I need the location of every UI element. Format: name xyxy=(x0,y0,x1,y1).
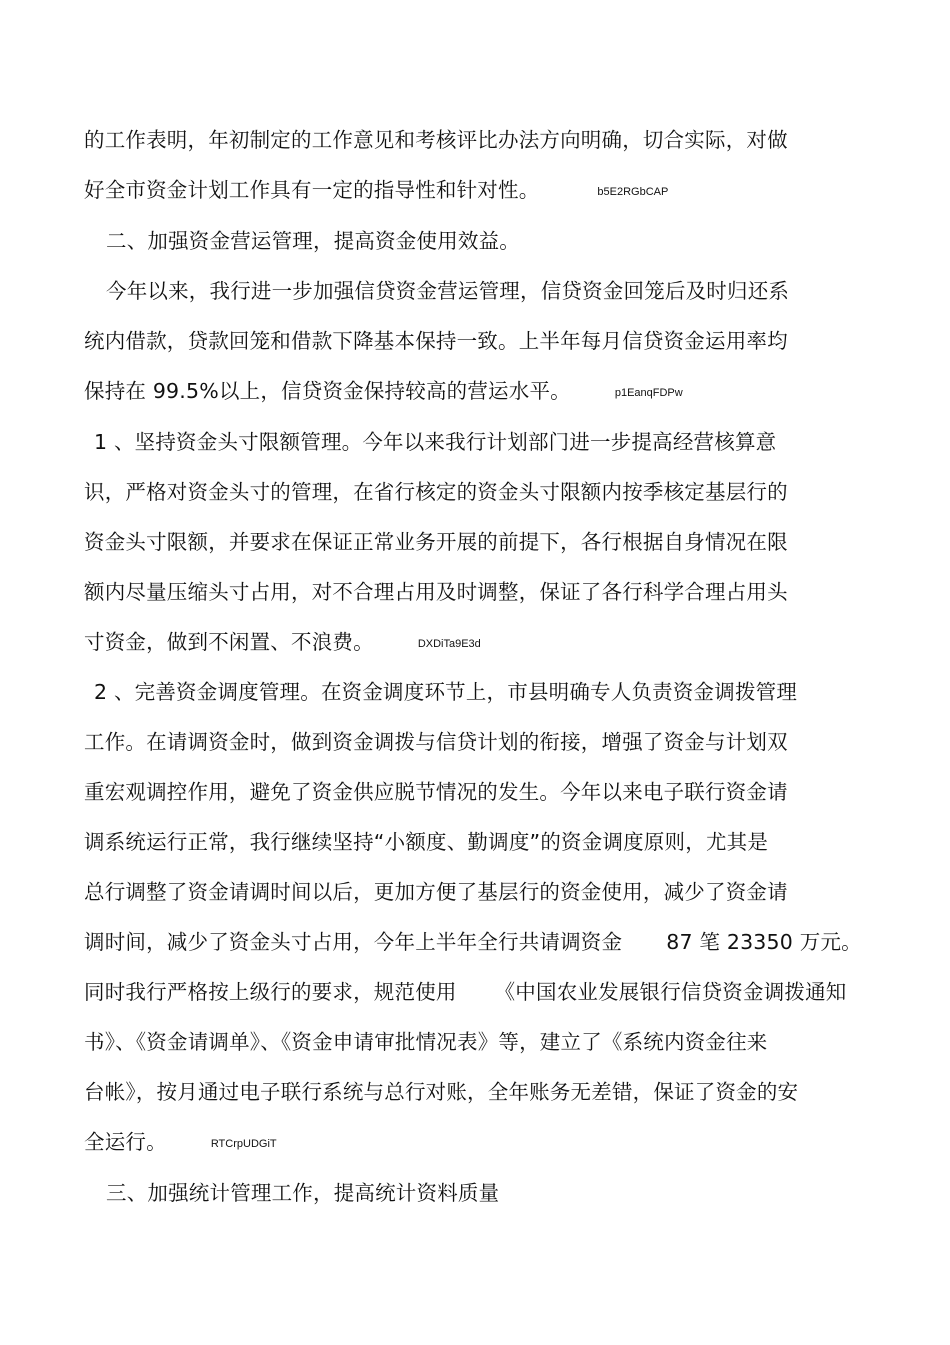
paragraph-line xyxy=(94,679,797,705)
line-text: 识，严格对资金头寸的管理，在省行核定的资金头寸限额内按季核定基层行的 xyxy=(84,480,788,504)
heading-text: 三、加强统计管理工作，提高统计资料质量 xyxy=(106,1181,500,1205)
paragraph-line xyxy=(84,779,788,805)
line-text: 调系统运行正常，我行继续坚持“小额度、勤调度”的资金调度原则，尤其是 xyxy=(84,830,769,854)
paragraph-line xyxy=(84,1079,798,1105)
reference-code: DXDiTa9E3d xyxy=(417,638,481,650)
paragraph-line xyxy=(84,328,788,354)
line-text: 书》、《资金请调单》、《资金申请审批情况表》等，建立了《系统内资金往来 xyxy=(84,1030,768,1054)
line-text: 2 、完善资金调度管理。在资金调度环节上，市县明确专人负责资金调拨管理 xyxy=(94,680,798,704)
line-text: 台帐》，按月通过电子联行系统与总行对账，全年账务无差错，保证了资金的安 xyxy=(84,1080,799,1104)
paragraph-line xyxy=(84,1129,277,1157)
line-text: 总行调整了资金请调时间以后，更加方便了基层行的资金使用，减少了资金请 xyxy=(84,880,788,904)
paragraph-line xyxy=(84,879,788,905)
line-text: 工作。在请调资金时，做到资金调拨与信贷计划的衔接，增强了资金与计划双 xyxy=(84,730,788,754)
line-text: 全运行。 xyxy=(84,1130,167,1154)
paragraph-line xyxy=(84,929,862,955)
paragraph-line xyxy=(94,429,776,455)
line-text: 调时间，减少了资金头寸占用，今年上半年全行共请调资金 xyxy=(84,930,623,954)
line-text: 寸资金，做到不闲置、不浪费。 xyxy=(84,630,374,654)
paragraph-line xyxy=(84,479,788,505)
line-text: 保持在 99.5%以上，信贷资金保持较高的营运水平。 xyxy=(84,379,571,403)
paragraph-line xyxy=(84,729,788,755)
line-text: 的工作表明，年初制定的工作意见和考核评比办法方向明确，切合实际，对做 xyxy=(84,128,788,152)
line-text: 87 笔 23350 万元。 xyxy=(666,930,862,954)
line-text: 同时我行严格按上级行的要求，规范使用 xyxy=(84,980,457,1004)
reference-code: b5E2RGbCAP xyxy=(597,186,669,198)
paragraph-line xyxy=(84,629,481,657)
paragraph-line xyxy=(84,979,847,1005)
line-text: 1 、坚持资金头寸限额管理。今年以来我行计划部门进一步提高经营核算意 xyxy=(94,430,777,454)
line-text: 今年以来，我行进一步加强信贷资金营运管理，信贷资金回笼后及时归还系 xyxy=(106,279,790,303)
paragraph-line xyxy=(84,127,788,153)
paragraph-line xyxy=(106,278,789,304)
paragraph-line xyxy=(84,579,788,605)
paragraph-line xyxy=(84,529,788,555)
paragraph-line xyxy=(84,829,768,855)
line-text: 重宏观调控作用，避免了资金供应脱节情况的发生。今年以来电子联行资金请 xyxy=(84,780,788,804)
line-text: 好全市资金计划工作具有一定的指导性和针对性。 xyxy=(84,178,540,202)
paragraph-line xyxy=(84,1029,768,1055)
section-heading xyxy=(106,1180,499,1206)
heading-text: 二、加强资金营运管理，提高资金使用效益。 xyxy=(106,229,520,253)
reference-code: RTCrpUDGiT xyxy=(210,1138,277,1150)
line-text: 《中国农业发展银行信贷资金调拨通知 xyxy=(494,980,847,1004)
line-text: 资金头寸限额，并要求在保证正常业务开展的前提下，各行根据自身情况在限 xyxy=(84,530,788,554)
line-text: 额内尽量压缩头寸占用，对不合理占用及时调整，保证了各行科学合理占用头 xyxy=(84,580,788,604)
paragraph-line xyxy=(84,378,683,406)
reference-code: p1EanqFDPw xyxy=(614,387,683,399)
paragraph-line xyxy=(84,177,668,205)
section-heading xyxy=(106,228,520,254)
line-text: 统内借款，贷款回笼和借款下降基本保持一致。上半年每月信贷资金运用率均 xyxy=(84,329,788,353)
